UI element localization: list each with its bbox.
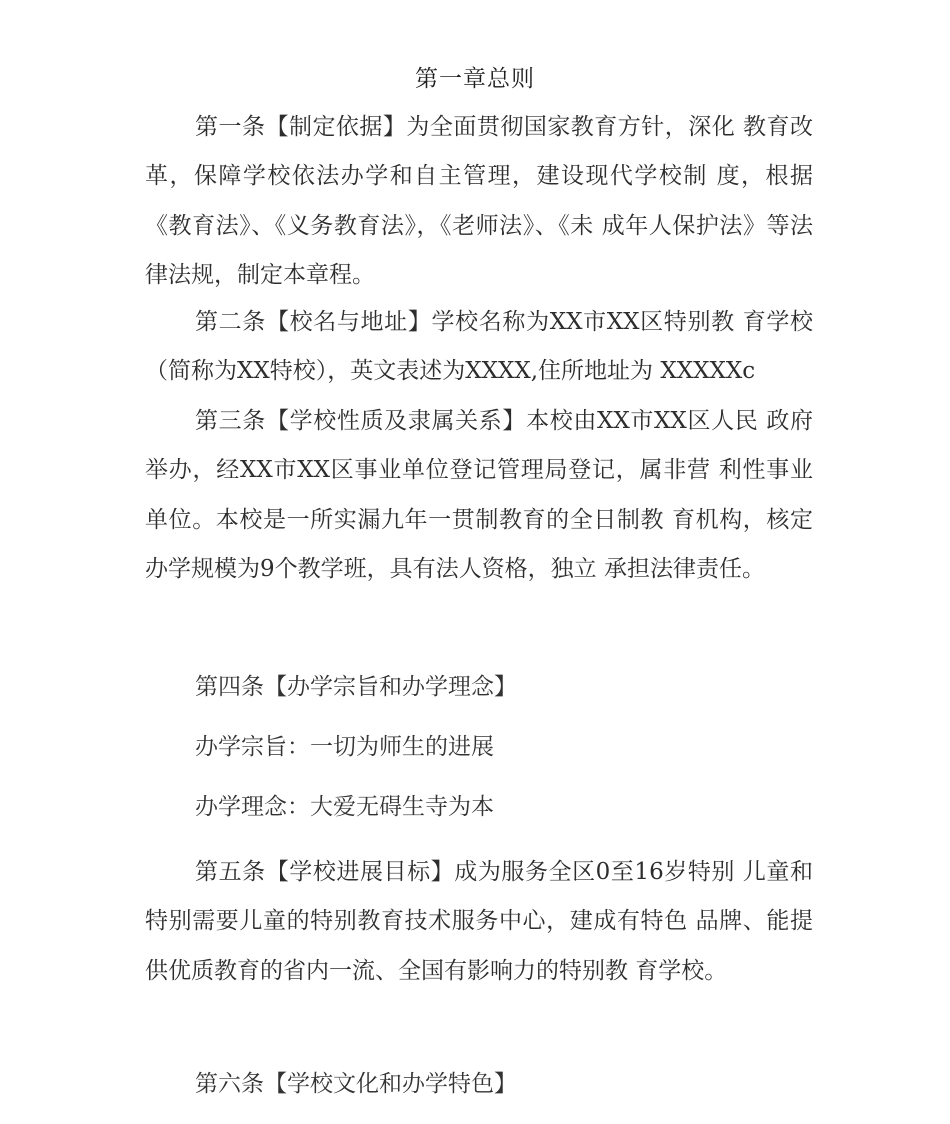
article-4-heading: 第四条【办学宗旨和办学理念】 [195, 674, 517, 700]
article-6-heading: 第六条【学校文化和办学特色】 [195, 1071, 517, 1097]
article-4-purpose: 办学宗旨：一切为师生的进展 [195, 734, 494, 760]
chapter-title: 第一章总则 [415, 66, 535, 92]
article-3-nature-affiliation: 第三条【学校性质及隶属关系】本校由XX市XX区人民 政府举办，经XX市XX区事业单位登记管理局登记，属非营 利性事业单位。本校是一所实漏九年一贯制教育的全日制教 育机构，核定办学规模为9个教学班，具有法人资格，独立 承担法律责任。 [145, 408, 813, 582]
article-4-philosophy: 办学理念：大爱无碍生寺为本 [195, 794, 494, 820]
article-2-name-address: 第二条【校名与地址】学校名称为XX市XX区特别教 育学校（简称为XX特校），英文表述为XXXX,住所地址为 XXXXXc [145, 309, 813, 385]
article-5-goals: 第五条【学校进展目标】成为服务全区0至16岁特别 儿童和特别需要儿童的特别教育技术服务中心，建成有特色 品牌、能提供优质教育的省内一流、全国有影响力的特别教 育学校。 [145, 859, 813, 984]
article-1-basis: 第一条【制定依据】为全面贯彻国家教育方针，深化 教育改革，保障学校依法办学和自主管理，建设现代学校制 度，根据《教育法》、《义务教育法》，《老师法》、《未 成年人保护法》等法律法规，制定本章程。 [145, 114, 813, 288]
